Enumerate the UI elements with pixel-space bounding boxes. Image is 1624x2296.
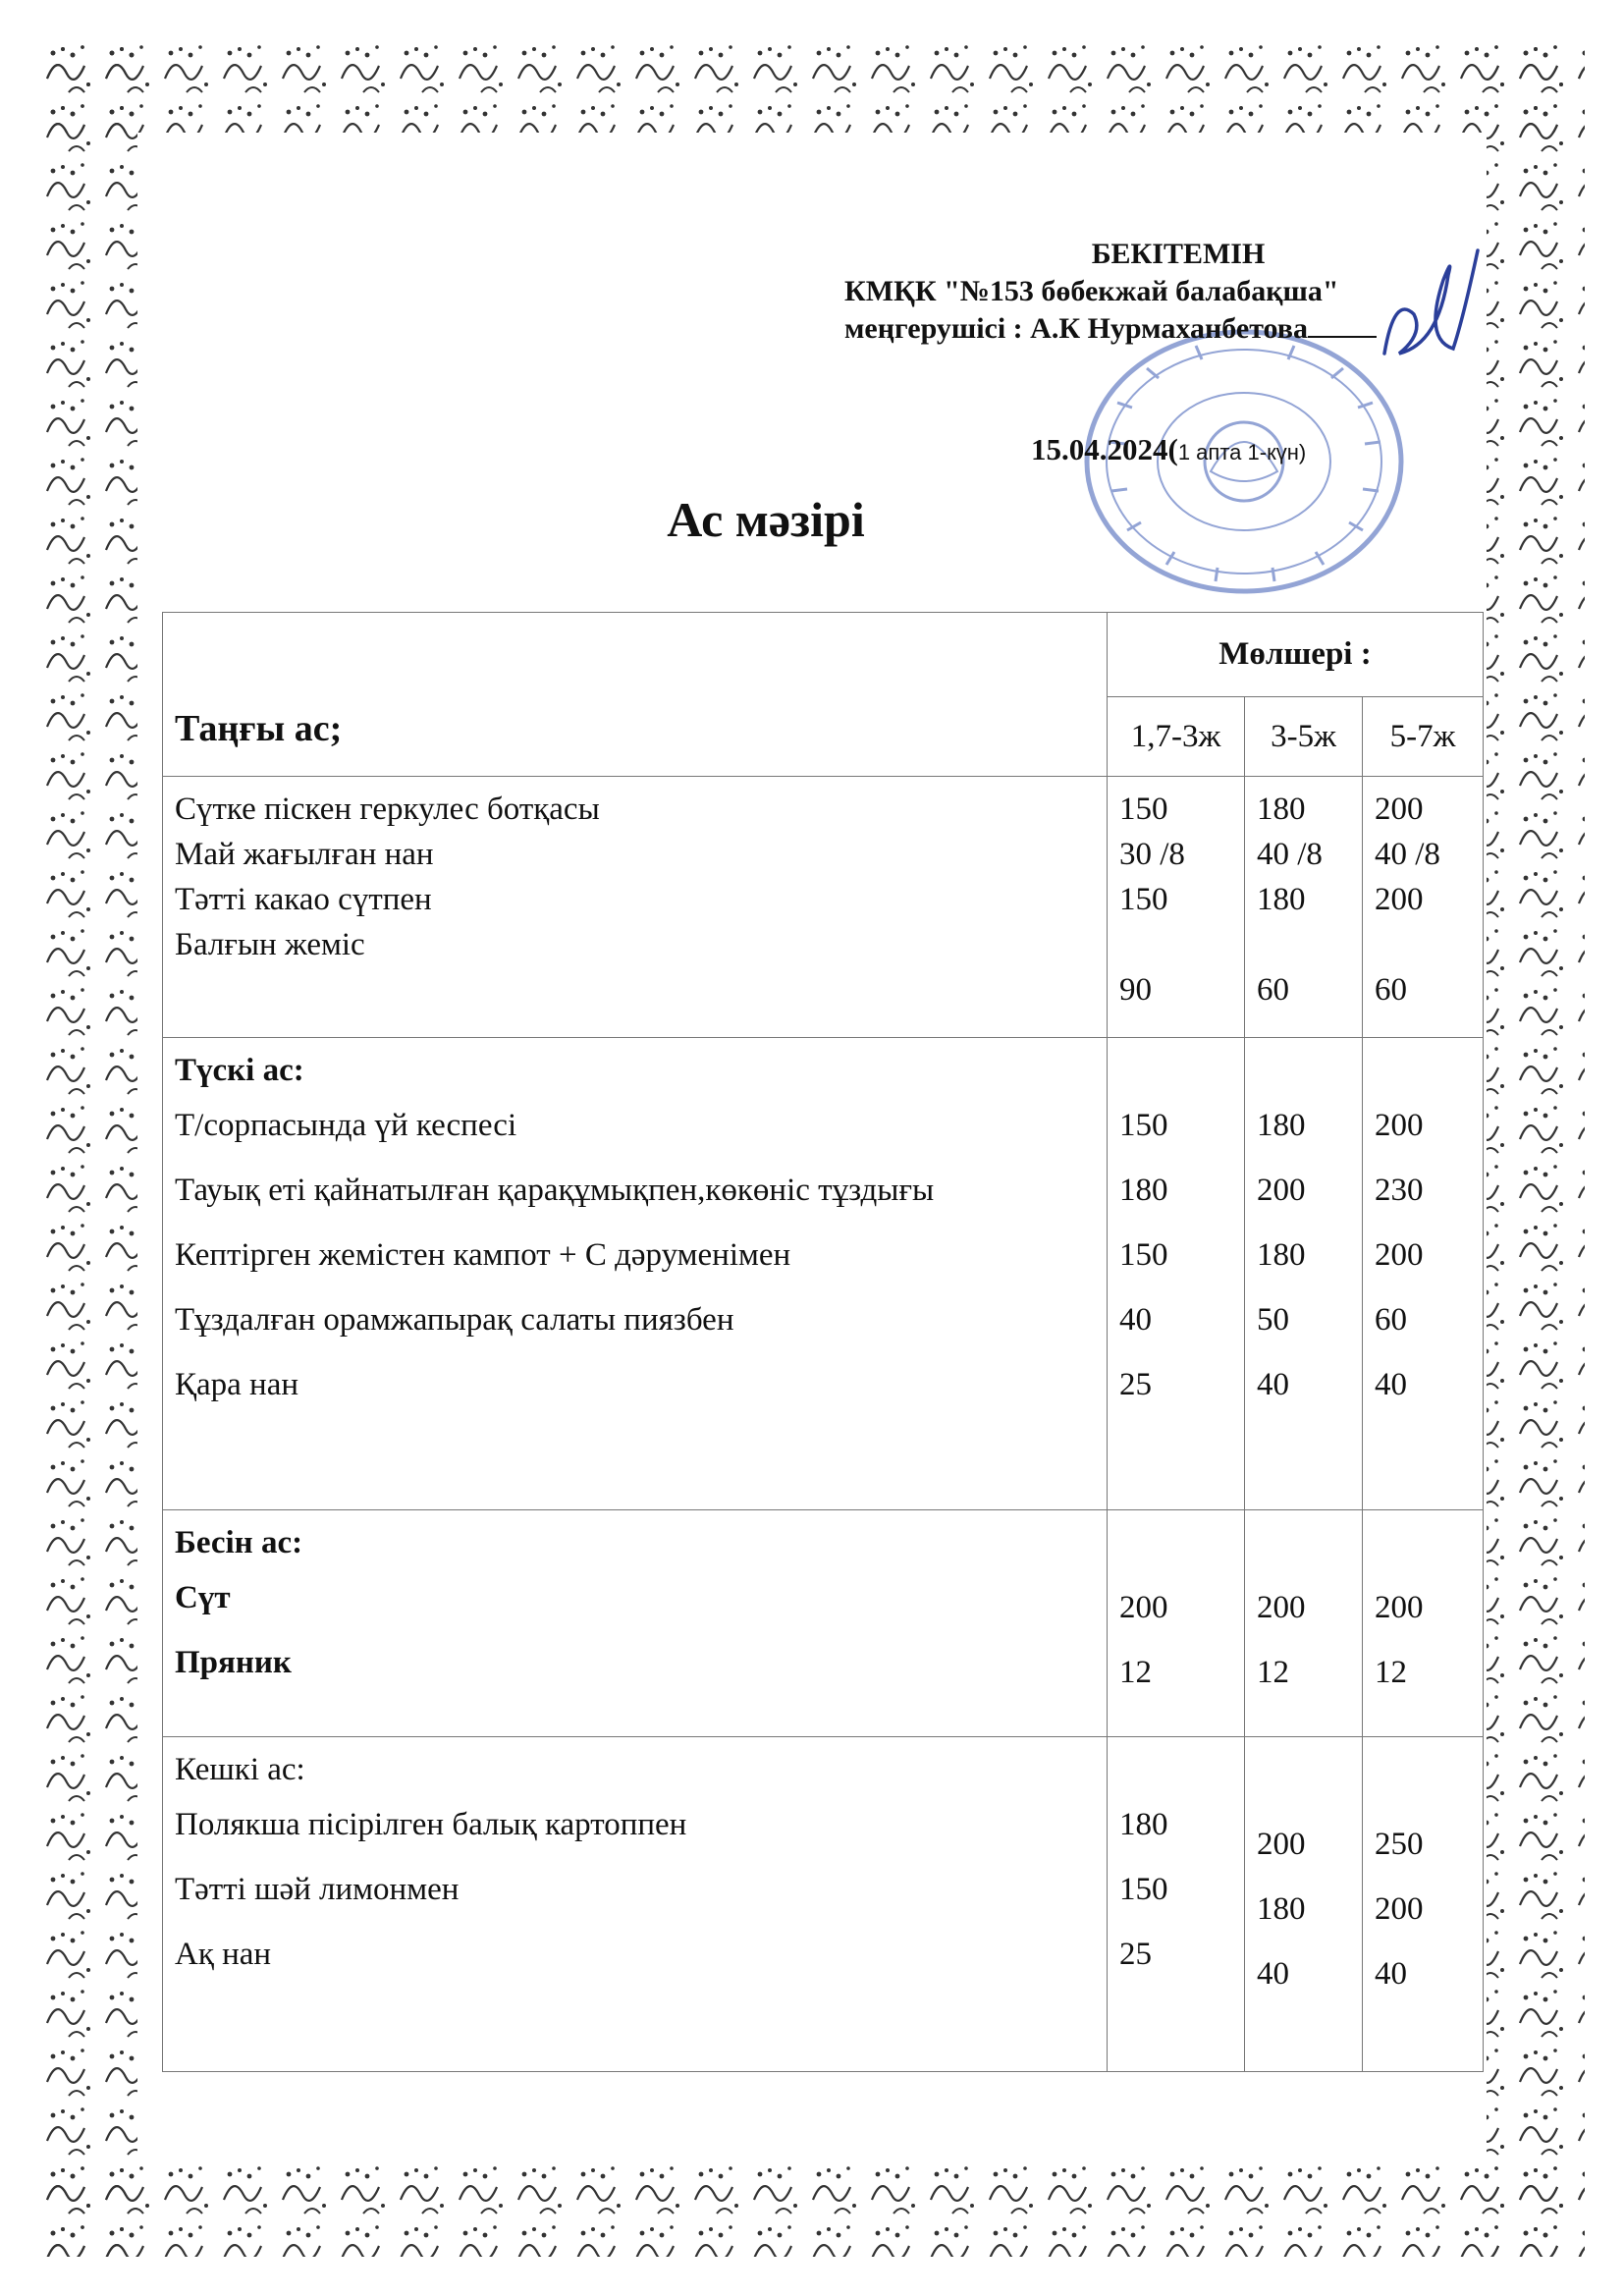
amount: 200: [1375, 1237, 1424, 1273]
amount: 150: [1119, 1108, 1168, 1143]
amount: 40: [1375, 1956, 1407, 1992]
amount: 150: [1119, 1237, 1168, 1273]
lunch-col3: [1363, 1038, 1484, 1510]
dinner-label: Кешкі ас:: [175, 1752, 305, 1787]
list-item: Сүт: [175, 1580, 231, 1615]
breakfast-row: [163, 777, 1484, 1038]
amount: 40: [1257, 1956, 1289, 1992]
menu-date: [1031, 432, 1306, 467]
amount: 200: [1119, 1590, 1168, 1625]
date-note: 1 апта 1-күн): [1177, 440, 1307, 465]
list-item: Сүтке піскен геркулес ботқасы: [175, 792, 600, 827]
amount: 180: [1257, 882, 1306, 917]
amount: 60: [1375, 1302, 1407, 1338]
amount: 40 /8: [1257, 837, 1323, 872]
amount: 12: [1119, 1655, 1152, 1690]
amount: 200: [1375, 1891, 1424, 1927]
list-item: Пряник: [175, 1645, 292, 1680]
lunch-row: [163, 1038, 1484, 1510]
amount: 180: [1257, 1891, 1306, 1927]
page-title: Ас мәзірі: [667, 492, 865, 547]
approval-block: [844, 236, 1473, 348]
list-item: Тәтті какао сүтпен: [175, 882, 432, 917]
amount: 40: [1119, 1302, 1152, 1338]
amount: 40: [1375, 1367, 1407, 1402]
amount: 200: [1257, 1827, 1306, 1862]
amount: [1375, 922, 1483, 967]
snack-col1: [1108, 1510, 1245, 1737]
dinner-items: [163, 1737, 1108, 2072]
list-item: Т/сорпасында үй кеспесі: [175, 1108, 517, 1143]
amount: 150: [1119, 882, 1168, 917]
breakfast-items: [163, 777, 1108, 1038]
menu-table: [162, 612, 1484, 2072]
list-item: Тауық еті қайнатылған қарақұмықпен,көкөніс тұздығы: [175, 1173, 935, 1208]
list-item: Тәтті шәй лимонмен: [175, 1872, 460, 1907]
amount: 200: [1375, 1590, 1424, 1625]
amount: 60: [1375, 972, 1407, 1008]
snack-items: [163, 1510, 1108, 1737]
amount: 30 /8: [1119, 837, 1185, 872]
amount: 60: [1257, 972, 1289, 1008]
amount: 50: [1257, 1302, 1289, 1338]
snack-col2: [1245, 1510, 1363, 1737]
list-item: Ақ нан: [175, 1937, 272, 1972]
approval-head: меңгерушісі : А.К Нурмаханбетова: [844, 312, 1308, 345]
signature-line: [1308, 336, 1377, 338]
breakfast-label: Таңғы ас;: [163, 613, 1108, 777]
snack-row: [163, 1510, 1484, 1737]
amount: 180: [1119, 1173, 1168, 1208]
date-value: 15.04.2024(: [1031, 432, 1178, 466]
amount: 180: [1119, 1807, 1168, 1842]
amount: 200: [1257, 1173, 1306, 1208]
snack-label: Бесін ас:: [175, 1525, 303, 1560]
list-item: Балғын жеміс: [175, 927, 365, 962]
dinner-col2: [1245, 1737, 1363, 2072]
list-item: Кептірген жемістен кампот + С дәруменімен: [175, 1237, 791, 1273]
lunch-col2: [1245, 1038, 1363, 1510]
amount: [1119, 922, 1244, 967]
amount: 40 /8: [1375, 837, 1440, 872]
dinner-col3: [1363, 1737, 1484, 2072]
breakfast-col1: [1108, 777, 1245, 1038]
snack-col3: [1363, 1510, 1484, 1737]
dinner-col1: [1108, 1737, 1245, 2072]
amount: 250: [1375, 1827, 1424, 1862]
amount-header: Мөлшері :: [1108, 613, 1484, 697]
amount: 180: [1257, 1108, 1306, 1143]
age-group-3: 5-7ж: [1363, 697, 1484, 777]
amount: 12: [1375, 1655, 1407, 1690]
breakfast-col2: [1245, 777, 1363, 1038]
amount: 230: [1375, 1173, 1424, 1208]
amount: [1257, 922, 1362, 967]
amount: 90: [1119, 972, 1152, 1008]
breakfast-col3: [1363, 777, 1484, 1038]
amount: 200: [1257, 1590, 1306, 1625]
list-item: Қара нан: [175, 1367, 299, 1402]
amount: 25: [1119, 1937, 1152, 1972]
amount: 12: [1257, 1655, 1289, 1690]
amount: 150: [1119, 1872, 1168, 1907]
list-item: Тұздалған орамжапырақ салаты пиязбен: [175, 1302, 734, 1338]
amount: 200: [1375, 1108, 1424, 1143]
list-item: Май жағылған нан: [175, 837, 434, 872]
lunch-col1: [1108, 1038, 1245, 1510]
amount: 200: [1375, 882, 1424, 917]
age-group-1: 1,7-3ж: [1108, 697, 1245, 777]
approval-heading: БЕКІТЕМІН: [1091, 238, 1266, 270]
amount: 40: [1257, 1367, 1289, 1402]
list-item: Полякша пісірілген балық картоппен: [175, 1807, 687, 1842]
amount: 200: [1375, 792, 1424, 827]
dinner-row: [163, 1737, 1484, 2072]
approval-organization: КМҚК "№153 бөбекжай балабақша": [844, 275, 1339, 307]
amount: 180: [1257, 1237, 1306, 1273]
lunch-items: [163, 1038, 1108, 1510]
amount: 150: [1119, 792, 1168, 827]
amount: 180: [1257, 792, 1306, 827]
age-group-2: 3-5ж: [1245, 697, 1363, 777]
lunch-label: Түскі ас:: [175, 1053, 304, 1088]
amount: 25: [1119, 1367, 1152, 1402]
